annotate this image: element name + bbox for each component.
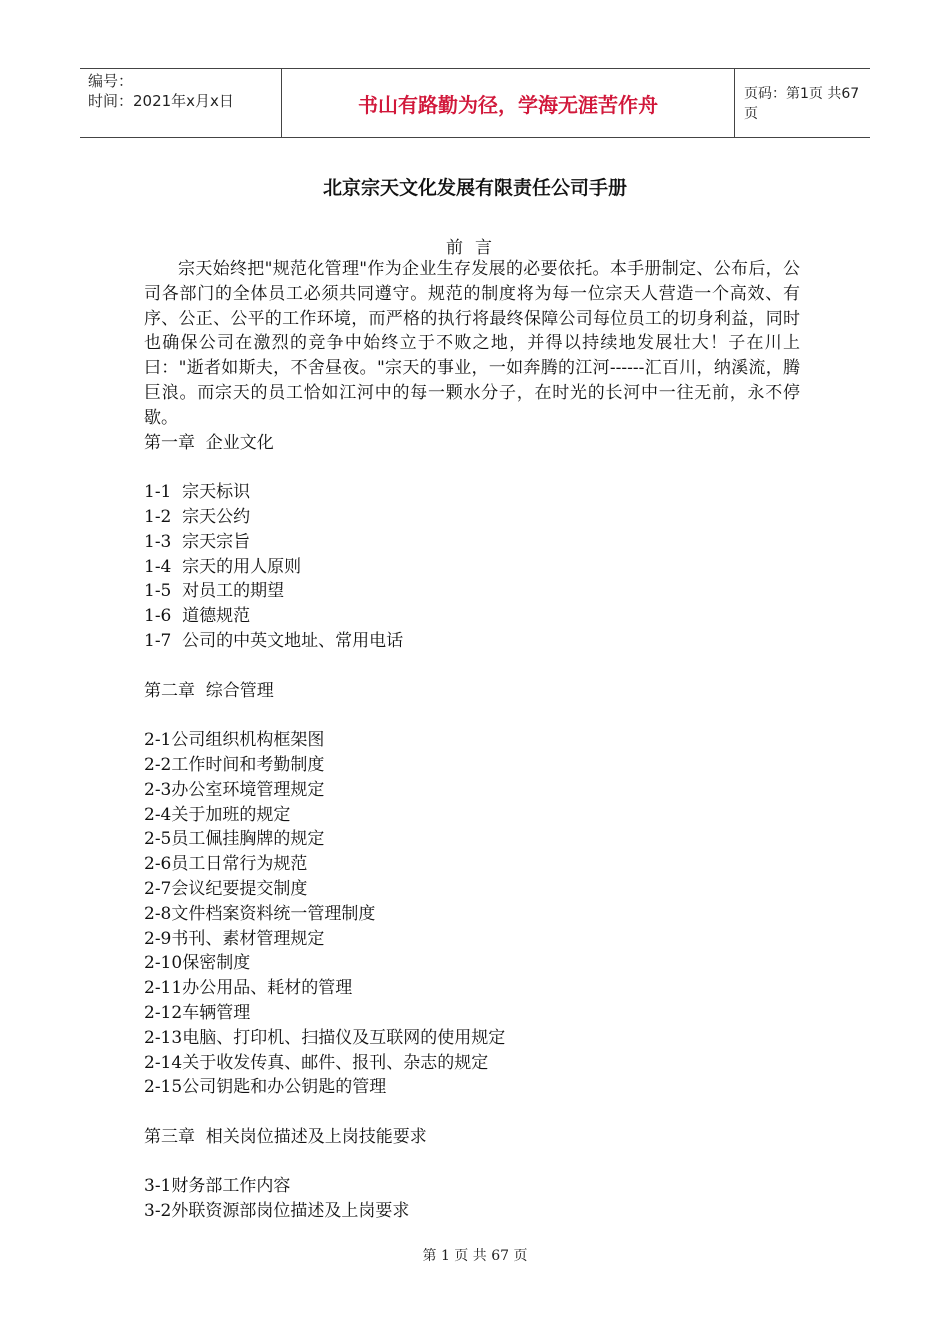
toc-item: 2-2工作时间和考勤制度 [144,754,325,775]
chapter-1-title: 第一章 企业文化 [144,432,274,453]
chapter-3-list [144,1174,800,1224]
chapter-2-list [144,728,800,1100]
header-page-info: 页码：第1页 共67页 [744,86,860,122]
toc-item: 2-8文件档案资料统一管理制度 [144,903,376,924]
toc-item: 2-11办公用品、耗材的管理 [144,978,353,999]
toc-item: 2-1公司组织机构框架图 [144,730,325,751]
toc-item: 1-2 宗天公约 [144,506,251,527]
toc-item: 2-5员工佩挂胸牌的规定 [144,829,325,850]
toc-item: 1-5 对员工的期望 [144,581,285,602]
toc-item: 1-1 宗天标识 [144,482,251,503]
chapter-1-list [144,480,800,654]
page-header [80,68,870,138]
toc-item: 2-6员工日常行为规范 [144,854,308,875]
toc-item: 2-10保密制度 [144,953,251,974]
serial-number-label: 编号： [88,72,134,90]
preface-paragraph: 宗天始终把"规范化管理"作为企业生存发展的必要依托。本手册制定、公布后，公司各部门的全体员工必须共同遵守。规范的制度将为每一位宗天人营造一个高效、有序、公正、公平的工作环境，而严格的执行将最终保障公司每位员工的切身利益，同时也确保公司在激烈的竞争中始终立于不败之地，并得以持续地发展壮大！子在川上曰："逝者如斯夫，不舍昼夜。"宗天的事业，一如奔腾的江河------汇百川，纳溪流，腾巨浪。而宗天的员工恰如江河中的每一颗水分子，在时光的长河中一往无前，永不停歇。 [144,259,800,428]
toc-item: 1-3 宗天宗旨 [144,531,251,552]
document-body [144,257,800,1224]
chapter-3-title: 第三章 相关岗位描述及上岗技能要求 [144,1126,427,1147]
date-label: 时间：2021年x月x日 [88,92,234,110]
motto-banner: 书山有路勤为径，学海无涯苦作舟 [281,69,735,137]
toc-item: 2-13电脑、打印机、扫描仪及互联网的使用规定 [144,1027,506,1048]
toc-item: 2-9书刊、素材管理规定 [144,928,325,949]
chapter-2-title: 第二章 综合管理 [144,680,274,701]
preface-heading: 前言 [446,238,504,258]
toc-item: 2-15公司钥匙和办公钥匙的管理 [144,1077,387,1098]
page-footer: 第 1 页 共 67 页 [422,1248,528,1264]
toc-item: 2-7会议纪要提交制度 [144,878,308,899]
toc-item: 1-7 公司的中英文地址、常用电话 [144,630,404,651]
toc-item: 1-6 道德规范 [144,606,251,627]
document-title: 北京宗天文化发展有限责任公司手册 [322,177,627,199]
header-meta [88,71,278,111]
toc-item: 2-3办公室环境管理规定 [144,779,325,800]
toc-item: 2-4关于加班的规定 [144,804,291,825]
toc-item: 3-2外联资源部岗位描述及上岗要求 [144,1201,410,1222]
toc-item: 2-14关于收发传真、邮件、报刊、杂志的规定 [144,1052,489,1073]
toc-item: 1-4 宗天的用人原则 [144,556,302,577]
toc-item: 2-12车辆管理 [144,1002,251,1023]
toc-item: 3-1财务部工作内容 [144,1176,291,1197]
